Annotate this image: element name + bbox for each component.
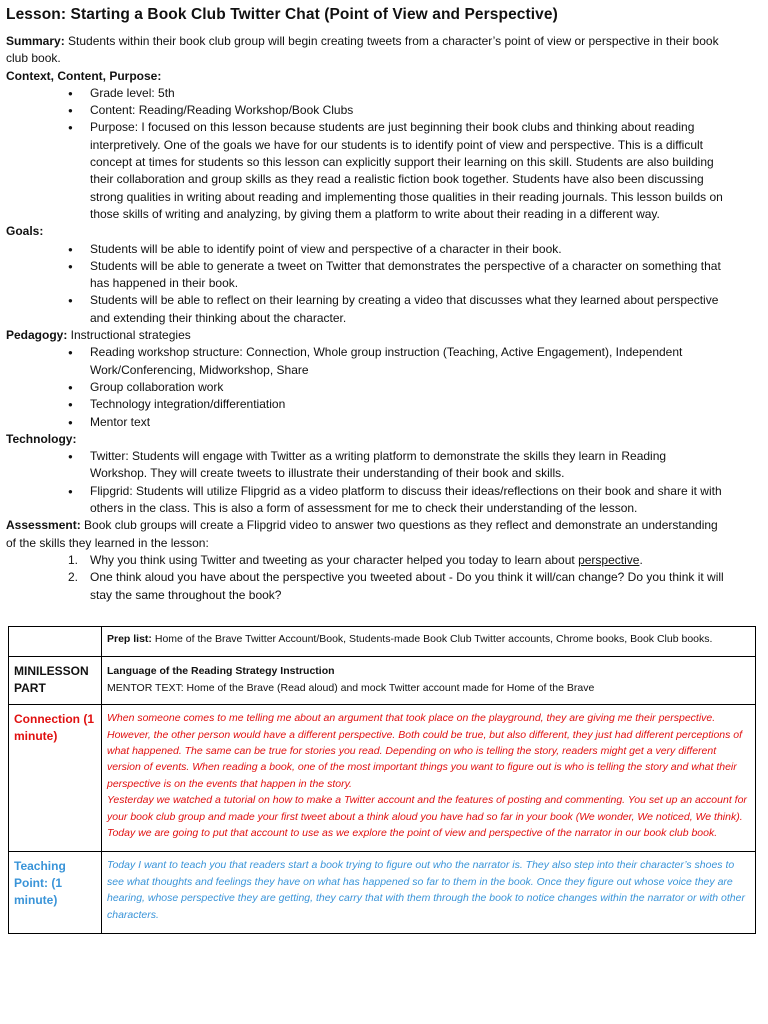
table-row: [9, 852, 756, 934]
list-item: ● Grade level: 5th: [6, 85, 724, 102]
goals-list: [6, 241, 724, 327]
summary-text: Students within their book club group will begin creating tweets from a character’s point of view or perspective in their book club book.: [6, 34, 719, 66]
prep-label: Prep list:: [107, 633, 152, 645]
table-row: [9, 705, 756, 852]
item-number: 2.: [68, 570, 79, 585]
mentor-text: MENTOR TEXT: Home of the Brave (Read aloud) and mock Twitter account made for Home of the Brave: [107, 681, 595, 694]
assessment-label: Assessment:: [6, 518, 81, 533]
list-item: ● Twitter: Students will engage with Twitter as a writing platform to demonstrate the skills they learn in Reading Workshop. They will create tweets to illustrate their understanding of their book and skills.: [6, 448, 724, 483]
list-item: [6, 569, 724, 604]
goals-heading: Goals:: [6, 224, 44, 239]
technology-list: [6, 448, 724, 517]
list-item: ● Purpose: I focused on this lesson because students are just beginning their book clubs and thinking about reading interpretively. One of the goals we have for our students is to identify point of view and perspective. This is a difficult concept at times for students so this lesson can explicitly support their learning on this skill. Students are also building their collaboration and group skills as they read a realistic fiction book together. Students have also been discussing strong qualities in writing about reading and implementing those qualities in their reading journals. This lesson builds on those skills of writing and analyzing, by giving them a platform to write about their reading in a different way.: [6, 119, 724, 223]
item-underlined: perspective: [578, 552, 640, 567]
assessment: [6, 517, 724, 552]
context-list: [6, 85, 724, 223]
technology-heading: Technology:: [6, 431, 77, 446]
minilesson-cell: [102, 657, 756, 705]
strategy-heading: Language of the Reading Strategy Instruction: [107, 665, 335, 678]
item-number: 1.: [68, 552, 79, 567]
assessment-text: Book club groups will create a Flipgrid video to answer two questions as they reflect and demonstrate an understanding of the skills they learned in the lesson:: [6, 518, 718, 550]
list-item: ● Group collaboration work: [6, 379, 724, 396]
item-text: Why you think using Twitter and tweeting as your character helped you today to learn about: [90, 552, 579, 567]
item-text: One think aloud you have about the perspective you tweeted about - Do you think it will/can change? Do you think it will stay the same throughout the book?: [90, 570, 724, 602]
list-item: ● Students will be able to generate a tweet on Twitter that demonstrates the perspective of a character on something that has happened in their book.: [6, 258, 724, 293]
summary-label: Summary:: [6, 34, 65, 48]
teaching-label: Teaching Point: (1 minute): [9, 852, 102, 934]
list-item: ● Flipgrid: Students will utilize Flipgrid as a video platform to discuss their ideas/reflections on their book and share it with others in the class. This is also a form of assessment for me to check their understanding of the lesson.: [6, 483, 724, 518]
pedagogy: [6, 327, 724, 344]
list-item: [6, 552, 724, 569]
list-item: ● Technology integration/differentiation: [6, 396, 724, 413]
prep-text: Home of the Brave Twitter Account/Book, Students-made Book Club Twitter accounts, Chrome books, Book Club books.: [151, 633, 713, 645]
prep-cell: [102, 627, 756, 657]
lesson-title: Lesson: Starting a Book Club Twitter Chat (Point of View and Perspective): [6, 6, 558, 23]
assessment-list: [6, 552, 724, 604]
list-item: ● Reading workshop structure: Connection, Whole group instruction (Teaching, Active Engagement), Independent Work/Conferencing, Midworkshop, Share: [6, 344, 724, 379]
connection-paragraph-2: Yesterday we watched a tutorial on how to make a Twitter account and the features of posting and commenting. You set up an account for your book club group and made your first tweet about a think aloud you have had so far in your book (We wonder, We noticed, We think). Today we are going to put that account to use as we explore the point of view and perspective of the narrator in our book club book.: [107, 794, 747, 840]
minilesson-table: [8, 626, 756, 934]
list-item: ● Students will be able to reflect on their learning by creating a video that discusses what they learned about perspective and extending their thinking about the character.: [6, 292, 724, 327]
pedagogy-text: Instructional strategies: [67, 328, 191, 343]
connection-cell: [102, 705, 756, 852]
connection-paragraph-1: When someone comes to me telling me about an argument that took place on the playground, they are giving me their perspective. However, the other person would have a different perspective. Both could be true, but also different, they just had different perceptions of what happened. The same can be true for stories you read. Depending on who is telling the story, readers might get a very different version of events. When reading a book, one of the most important things you want to figure out is who is telling the story and what their perspective is on the events that happen in the story.: [107, 712, 743, 790]
list-item: ● Students will be able to identify point of view and perspective of a character in their book.: [6, 241, 724, 258]
minilesson-label: MINILESSON PART: [9, 657, 102, 705]
summary: [6, 33, 724, 68]
context-heading: Context, Content, Purpose:: [6, 68, 162, 83]
list-item: ● Mentor text: [6, 414, 724, 431]
table-row: [9, 627, 756, 657]
pedagogy-list: [6, 344, 724, 430]
prep-empty-cell: [9, 627, 102, 657]
list-item: ● Content: Reading/Reading Workshop/Book Clubs: [6, 102, 724, 119]
teaching-cell: Today I want to teach you that readers start a book trying to figure out who the narrator is. They also step into their character’s shoes to see what thoughts and feelings they have on what has happened so far to them in the book. Once they figure out whose voice they are hearing, whose perspective they are getting, they carry that with them through the book to notice changes within the narrator or with other characters.: [102, 852, 756, 934]
connection-label: Connection (1 minute): [9, 705, 102, 852]
pedagogy-label: Pedagogy:: [6, 328, 68, 343]
item-after: .: [639, 552, 643, 567]
lesson-document: [6, 6, 724, 604]
table-row: [9, 657, 756, 705]
